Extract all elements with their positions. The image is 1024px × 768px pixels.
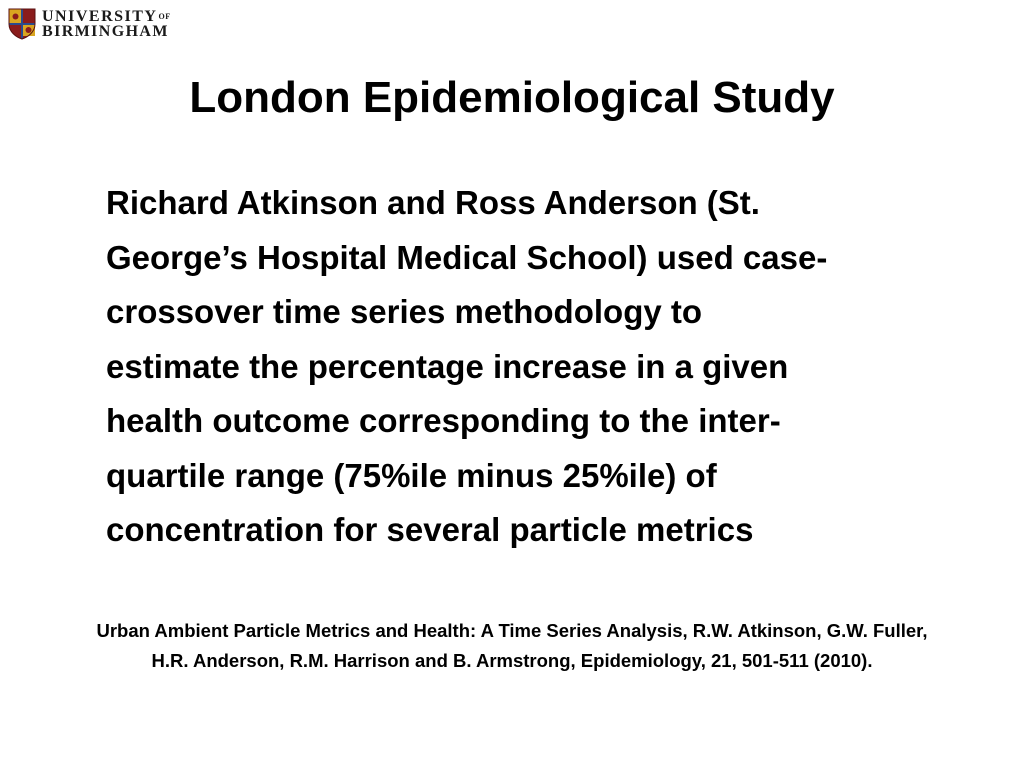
body-line: health outcome corresponding to the inter-: [106, 402, 781, 439]
logo-birmingham-text: BIRMINGHAM: [42, 23, 169, 40]
citation: [0, 616, 1024, 676]
university-crest-icon: [8, 8, 36, 40]
citation-line: Urban Ambient Particle Metrics and Health: A Time Series Analysis, R.W. Atkinson, G.W. Fuller,: [96, 620, 928, 641]
body-line: George’s Hospital Medical School) used case-: [106, 238, 828, 276]
slide-title: London Epidemiological Study: [189, 73, 835, 122]
slide-body: [106, 176, 976, 558]
body-line: Richard Atkinson and Ross Anderson (St.: [106, 184, 760, 221]
body-line: crossover time series methodology to: [106, 293, 703, 330]
body-line: estimate the percentage increase in a given: [106, 347, 789, 385]
university-logo: [8, 8, 171, 40]
body-line: quartile range (75%ile minus 25%ile) of: [106, 456, 717, 494]
logo-of-text: OF: [158, 12, 171, 21]
body-line: concentration for several particle metrics: [106, 511, 754, 548]
citation-line: H.R. Anderson, R.M. Harrison and B. Armstrong, Epidemiology, 21, 501-511 (2010).: [151, 650, 873, 671]
university-wordmark: [42, 9, 171, 39]
logo-university-text: UNIVERSITY: [42, 8, 158, 25]
